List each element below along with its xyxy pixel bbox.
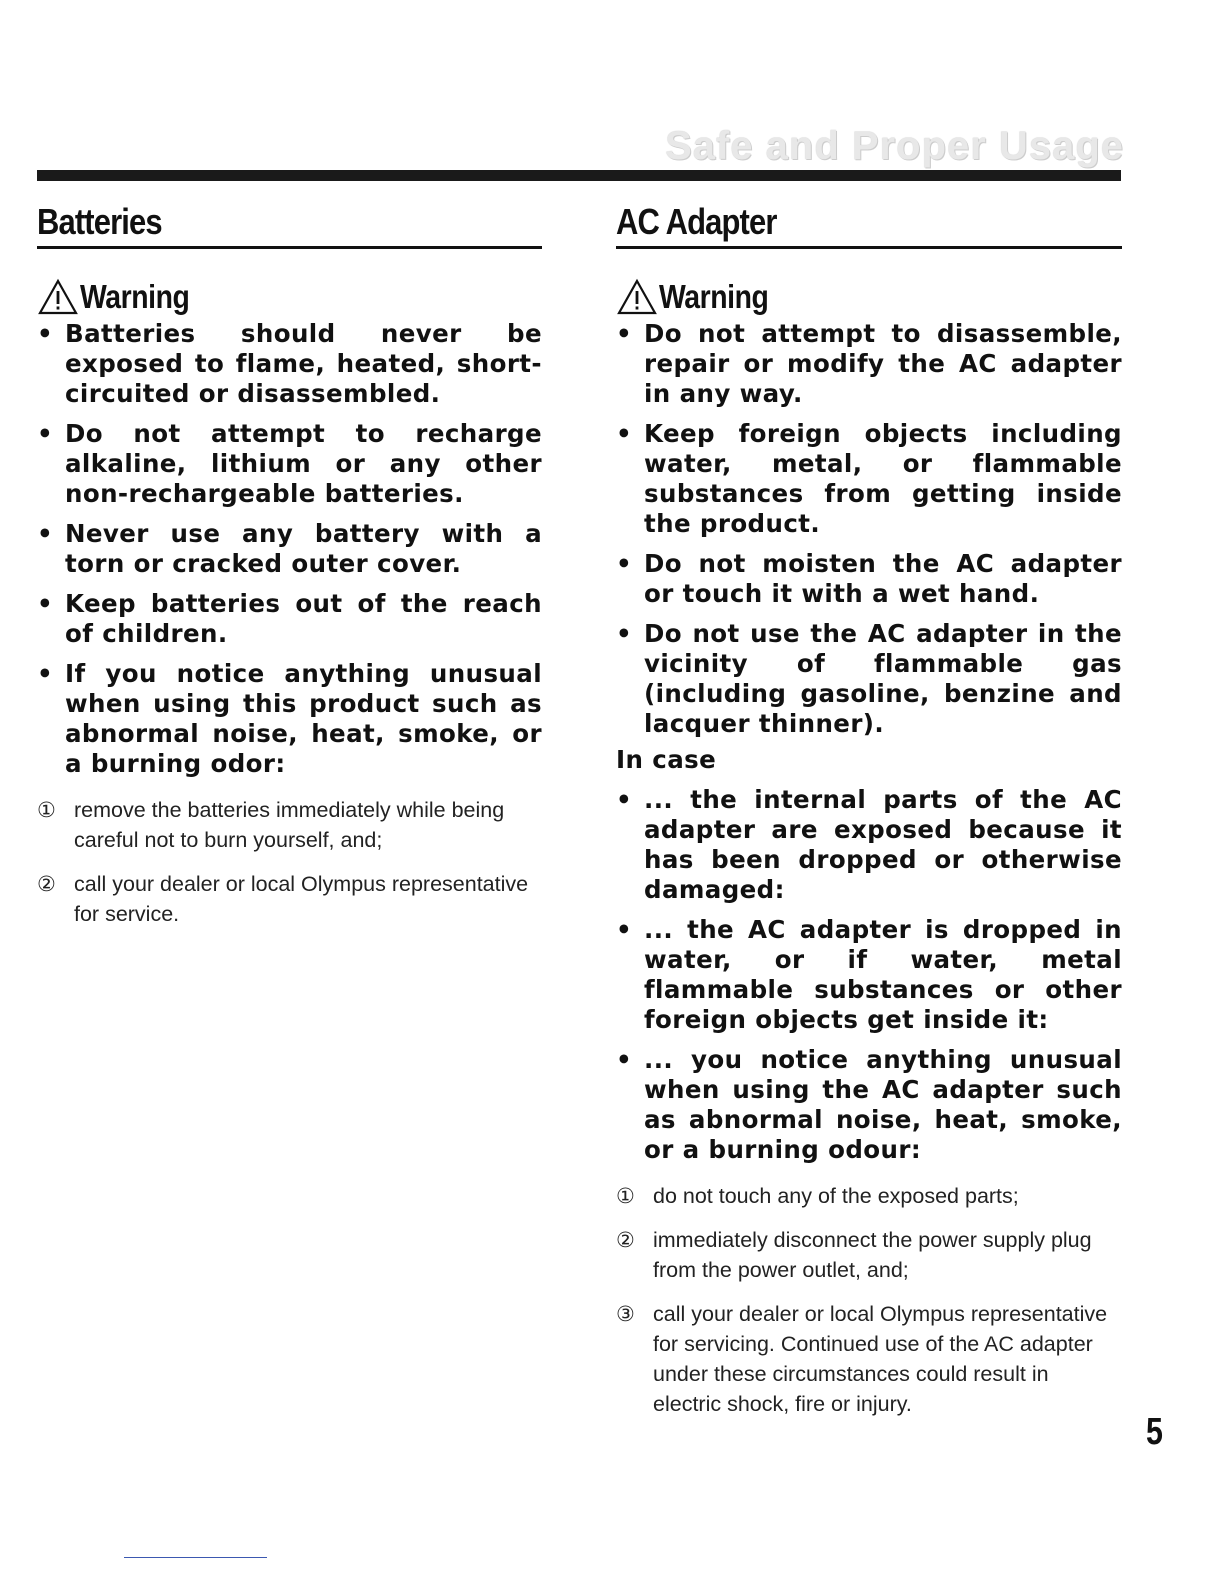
ac-adapter-steps-list xyxy=(616,1181,1122,1419)
bullet-icon: • xyxy=(37,589,54,618)
batteries-steps-list xyxy=(37,795,542,929)
bullet-icon: • xyxy=(616,549,633,578)
list-item: • Do not moisten the AC adapter or touch it with a wet hand. xyxy=(616,549,1122,608)
bullet-icon: • xyxy=(616,619,633,648)
bullet-icon: • xyxy=(616,785,633,814)
list-item: • Keep foreign objects including water, metal, or flammable substances from getting inside the product. xyxy=(616,419,1122,538)
step-number: ③ xyxy=(616,1302,635,1326)
ac-adapter-warning-list xyxy=(616,319,1122,739)
list-item: • Never use any battery with a torn or cracked outer cover. xyxy=(37,519,542,578)
ac-adapter-title: AC Adapter xyxy=(616,201,777,242)
bullet-icon: • xyxy=(37,659,54,688)
bullet-icon: • xyxy=(37,519,54,548)
batteries-title-rule xyxy=(37,246,542,249)
in-case-label: In case xyxy=(616,745,717,774)
bullet-icon: • xyxy=(616,915,633,944)
list-item: • Keep batteries out of the reach of children. xyxy=(37,589,542,648)
step-item: ① do not touch any of the exposed parts; xyxy=(616,1181,1122,1211)
list-item: • ... the internal parts of the AC adapter are exposed because it has been dropped or otherwise damaged: xyxy=(616,785,1122,904)
footer-line xyxy=(124,1557,267,1558)
header-divider xyxy=(37,170,1121,181)
step-number: ① xyxy=(616,1184,635,1208)
bullet-icon: • xyxy=(616,1045,633,1074)
ac-adapter-warning-heading xyxy=(616,275,1122,319)
list-item: • ... you notice anything unusual when using the AC adapter such as abnormal noise, heat, smoke, or a burning odour: xyxy=(616,1045,1122,1164)
step-item: ② call your dealer or local Olympus representative for service. xyxy=(37,869,542,929)
ac-adapter-title-rule xyxy=(616,246,1122,249)
page-header-title: Safe and Proper Usage xyxy=(665,124,1124,168)
bullet-icon: • xyxy=(37,319,54,348)
list-item: • Do not attempt to recharge alkaline, lithium or any other non-rechargeable batteries. xyxy=(37,419,542,508)
list-item: • If you notice anything unusual when using this product such as abnormal noise, heat, smoke, or a burning odor: xyxy=(37,659,542,778)
warning-triangle-icon xyxy=(616,278,658,316)
ac-adapter-case-list xyxy=(616,785,1122,1165)
list-item: • Do not use the AC adapter in the vicinity of flammable gas (including gasoline, benzine and lacquer thinner). xyxy=(616,619,1122,738)
list-item: • ... the AC adapter is dropped in water, or if water, metal flammable substances or other foreign objects get inside it: xyxy=(616,915,1122,1034)
bullet-icon: • xyxy=(616,319,633,348)
list-item: • Batteries should never be exposed to flame, heated, short-circuited or disassembled. xyxy=(37,319,542,408)
step-number: ① xyxy=(37,798,56,822)
bullet-icon: • xyxy=(616,419,633,448)
step-item: ② immediately disconnect the power supply plug from the power outlet, and; xyxy=(616,1225,1122,1285)
bullet-icon: • xyxy=(37,419,54,448)
ac-adapter-section xyxy=(616,198,1122,1419)
batteries-warning-list xyxy=(37,319,542,779)
page-number: 5 xyxy=(1146,1411,1163,1453)
ac-adapter-warning-label: Warning xyxy=(659,278,769,315)
step-item: ③ call your dealer or local Olympus representative for servicing. Continued use of the AC adapter under these circumstances could result in electric shock, fire or injury. xyxy=(616,1299,1122,1419)
batteries-warning-heading xyxy=(37,275,542,319)
step-number: ② xyxy=(616,1228,635,1252)
batteries-section xyxy=(37,198,542,929)
batteries-warning-label: Warning xyxy=(80,278,190,315)
step-number: ② xyxy=(37,872,56,896)
list-item: • Do not attempt to disassemble, repair or modify the AC adapter in any way. xyxy=(616,319,1122,408)
batteries-title: Batteries xyxy=(37,201,162,242)
warning-triangle-icon xyxy=(37,278,79,316)
step-item: ① remove the batteries immediately while being careful not to burn yourself, and; xyxy=(37,795,542,855)
